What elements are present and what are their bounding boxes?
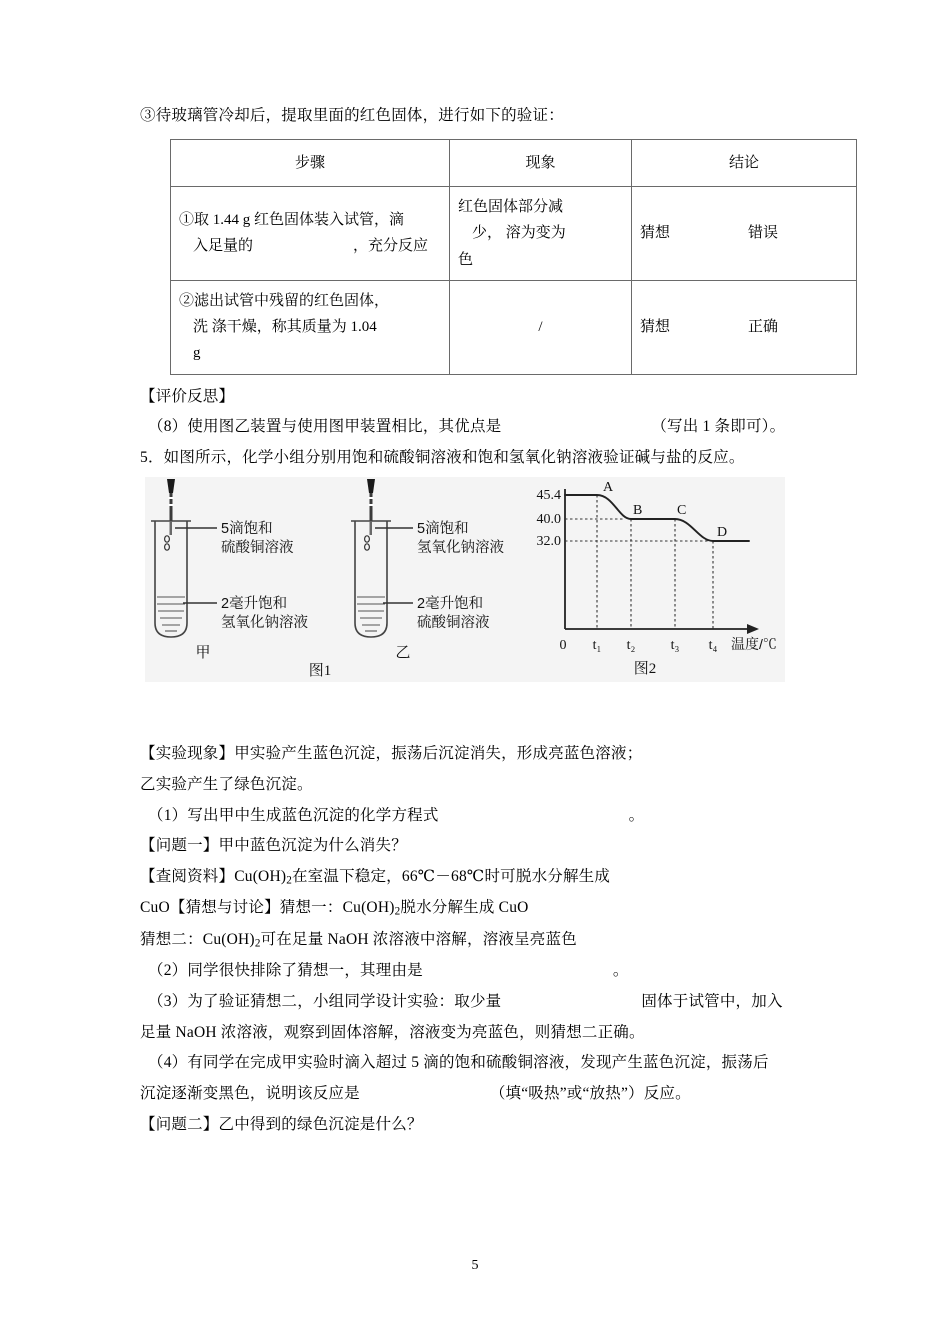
column-header-phenomenon: 现象 (450, 139, 632, 186)
question-1-text: （1）写出甲中生成蓝色沉淀的化学方程式 (148, 806, 439, 824)
yi-top-label-line2: 氢氧化钠溶液 (417, 539, 504, 556)
guess-2-prefix: 猜想二：Cu(OH) (140, 930, 255, 948)
question-3-text: （3）为了验证猜想二，小组同学设计实验：取少量 (148, 992, 502, 1010)
dropper-mark-4 (369, 504, 374, 506)
table-row (171, 280, 857, 374)
chart-point-label-A: A (603, 479, 614, 495)
table-row (171, 187, 857, 281)
question-5-stem: 5．如图所示，化学小组分别用饱和硫酸铜溶液和饱和氢氧化钠溶液验证碱与盐的反应。 (140, 449, 745, 467)
guess-2-line (140, 928, 820, 953)
guess-1-prefix: CuO【猜想与讨论】猜想一：Cu(OH) (140, 899, 395, 917)
chart-x-axis-label: 温度/℃ (731, 635, 777, 652)
yi-bottom-label-line2: 硫酸铜溶液 (417, 614, 490, 631)
step-3-text: ③待玻璃管冷却后，提取里面的红色固体，进行如下的验证： (140, 107, 564, 124)
cell-step-1 (171, 187, 450, 281)
figures-container (145, 477, 785, 682)
dropper-mark-2 (169, 504, 174, 506)
question-3-mid: 固体于试管中，加入 (641, 992, 783, 1010)
phenomenon-1-line-2: 少， 溶为变为 (472, 225, 566, 242)
chart-x-tick-2: t₂ (626, 637, 636, 653)
cell-conclusion-2 (632, 280, 857, 374)
dropper-tip-icon-2 (370, 521, 373, 535)
jia-name-label: 甲 (195, 644, 211, 661)
yi-bottom-label-line1: 2毫升饱和 (417, 595, 484, 612)
chart-x-tick-4: t₄ (708, 637, 718, 653)
reference-prefix: 【查阅资料】Cu(OH) (140, 868, 287, 886)
chart-y-tick-3: 32.0 (536, 533, 561, 549)
question-1-tail: 。 (628, 806, 645, 824)
chart-y-tick-1: 45.4 (536, 487, 561, 503)
chart-point-label-B: B (633, 502, 643, 518)
chart-point-label-C: C (677, 502, 687, 518)
reference-rest: 在室温下稳定，66℃－68℃时可脱水分解生成 (291, 868, 611, 886)
phenomenon-1-line-1: 红色固体部分减 (458, 199, 564, 216)
reference-material-line (140, 865, 820, 890)
guess-2-subscript: 2 (254, 937, 261, 950)
evaluation-heading: 【评价反思】 (140, 387, 235, 405)
verification-table (170, 139, 857, 375)
chart-point-label-D: D (717, 524, 728, 540)
figure-2-caption: 图2 (633, 660, 657, 677)
guess-1-tail: 脱水分解生成 CuO (400, 899, 529, 917)
question-1 (140, 804, 820, 829)
cell-phenomenon-1 (450, 187, 632, 281)
column-header-step: 步骤 (171, 139, 450, 186)
figure-spacer (140, 682, 820, 742)
jia-bottom-label-line2: 氢氧化钠溶液 (221, 614, 308, 631)
chart-x-tick-1: t₁ (592, 637, 602, 653)
jia-top-label-line2: 硫酸铜溶液 (221, 539, 294, 556)
step-1-line-3: ，充分反应 (353, 238, 429, 255)
question-4-continued (140, 1082, 820, 1107)
question-4-text: 沉淀逐渐变黑色，说明该反应是 (140, 1085, 360, 1103)
question-8 (140, 415, 820, 440)
column-header-conclusion: 结论 (632, 139, 857, 186)
experiment-phenomenon-line-2: 乙实验产生了绿色沉淀。 (140, 775, 313, 793)
question-8-tail: （写出 1 条即可）。 (651, 418, 786, 436)
experiment-phenomenon-line-1: 【实验现象】甲实验产生蓝色沉淀，振荡后沉淀消失，形成亮蓝色溶液； (140, 744, 643, 762)
reference-subscript: 2 (286, 874, 292, 887)
figure-background (145, 477, 785, 682)
page-number: 5 (471, 1258, 479, 1273)
page-content (140, 104, 820, 1144)
yi-name-label: 乙 (395, 644, 411, 661)
dropper-mark-3 (369, 497, 374, 499)
question-2-tail: 。 (612, 962, 629, 980)
phenomenon-1-line-3: 色 (458, 251, 474, 268)
table-header-row (171, 139, 857, 186)
problem-1-heading: 【问题一】甲中蓝色沉淀为什么消失？ (140, 837, 407, 855)
figure-1-caption: 图1 (308, 662, 332, 679)
step-1-line-2: 入足量的 (193, 238, 254, 255)
step-2-line-3: g (193, 345, 201, 362)
conclusion-2-guess: 猜想 (640, 319, 671, 336)
question-4-tail: （填“吸热”或“放热”）反应。 (489, 1085, 691, 1103)
chart-x-tick-3: t₃ (670, 637, 680, 653)
step-2-line-2: 洗 涤干燥，称其质量为 1.04 (193, 319, 377, 336)
step-1-line-1: ①取 1.44 g 红色固体装入试管，滴 (179, 212, 405, 229)
conclusion-1-verdict: 错误 (748, 225, 779, 242)
question-3 (140, 990, 820, 1015)
conclusion-1-guess: 猜想 (640, 225, 671, 242)
figures-svg (145, 477, 785, 682)
yi-top-label-line1: 5滴饱和 (417, 520, 469, 537)
conclusion-2-verdict: 正确 (748, 319, 779, 336)
dropper-mark-1 (169, 497, 174, 499)
question-8-text: （8）使用图乙装置与使用图甲装置相比，其优点是 (148, 418, 502, 436)
guess-1-line (140, 896, 820, 921)
guess-2-tail: 可在足量 NaOH 浓溶液中溶解，溶液呈亮蓝色 (260, 930, 577, 948)
question-3-continued: 足量 NaOH 浓溶液，观察到固体溶解，溶液变为亮蓝色，则猜想二正确。 (140, 1023, 645, 1041)
question-2 (140, 959, 820, 984)
jia-top-label-line1: 5滴饱和 (221, 520, 273, 537)
guess-1-subscript: 2 (394, 905, 401, 918)
cell-phenomenon-2: / (450, 280, 632, 374)
dropper-tip-icon (170, 521, 173, 535)
chart-origin-label: 0 (559, 637, 567, 653)
problem-2-heading: 【问题二】乙中得到的绿色沉淀是什么？ (140, 1116, 423, 1133)
question-4: （4）有同学在完成甲实验时滴入超过 5 滴的饱和硫酸铜溶液，发现产生蓝色沉淀，振荡后 (148, 1054, 769, 1072)
cell-conclusion-1 (632, 187, 857, 281)
step-2-line-1: ②滤出试管中残留的红色固体， (179, 292, 390, 309)
cell-step-2 (171, 280, 450, 374)
question-2-text: （2）同学很快排除了猜想一，其理由是 (148, 962, 423, 980)
jia-bottom-label-line1: 2毫升饱和 (221, 595, 288, 612)
chart-y-tick-2: 40.0 (536, 511, 561, 527)
